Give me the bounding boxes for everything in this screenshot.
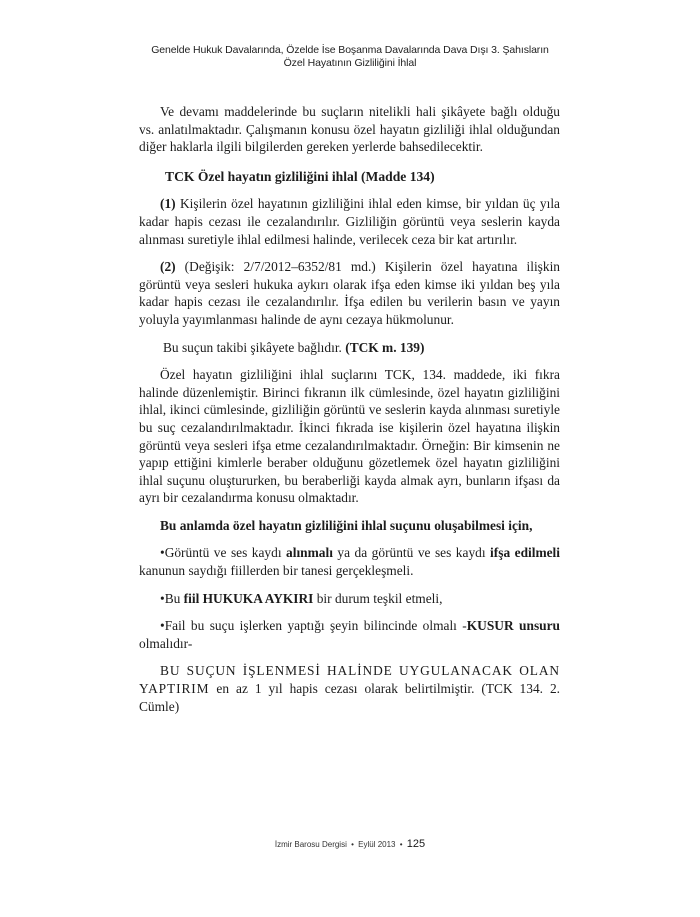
condition-3-text-end: olmalıdır- <box>139 635 193 651</box>
page-number: 125 <box>406 838 426 850</box>
sanction-paragraph <box>139 662 560 715</box>
condition-1-emphasis-a: alınmalı <box>286 545 333 561</box>
conditions-lead: Bu anlamda özel hayatın gizliliğini ihlal suçunu oluşabilmesi için, <box>160 517 533 533</box>
article-clause-1 <box>139 195 560 248</box>
condition-1-text-mid: ya da görüntü ve ses kaydı <box>332 545 491 561</box>
condition-1-text-end: kanunun saydığı fiillerden bir tanesi gerçekleşmeli. <box>139 563 414 579</box>
sanction-caps-text: BU SUÇUN İŞLENMESİ HALİNDE UYGULANACAK OLAN YAPTIRIM <box>139 663 560 697</box>
sanction-text: en az 1 yıl hapis cezası olarak belirtilmiştir. (TCK 134. 2. Cümle) <box>139 681 560 714</box>
footer-separator: • <box>351 840 354 849</box>
page-footer <box>0 838 700 850</box>
condition-3-emphasis: KUSUR unsuru <box>466 618 560 634</box>
complaint-note-text: Bu suçun takibi şikâyete bağlıdır. <box>163 339 346 355</box>
condition-item-unlawful <box>139 590 560 608</box>
running-header-line-1: Genelde Hukuk Davalarında, Özelde İse Boşanma Davalarında Dava Dışı 3. Şahısların <box>151 44 549 56</box>
complaint-note <box>139 339 560 357</box>
clause-number-2: (2) <box>160 259 176 275</box>
clause-text-1: Kişilerin özel hayatının gizliliğini ihlal eden kimse, bir yıldan üç yıla kadar hapis cezası ile cezalandırılır. Gizliliğin görüntü veya seslerin kayda alınması suretiyle ihlal edilmesi halinde, verilecek ceza bir kat artırılır. <box>139 196 560 247</box>
analysis-paragraph: Özel hayatın gizliliğini ihlal suçlarını TCK, 134. maddede, iki fıkra halinde düzenlemiştir. Birinci fıkranın ilk cümlesinde, özel hayatın gizliliğini ihlal, ikinci cümlesinde, gizliliğin görüntü ve seslerin kayda alınması suretiyle bu suç cezalandırılmaktadır. İkinci fıkrada ise kişilerin özel hayatına ilişkin görüntü veya sesleri ifşa etme cezalandırılmaktadır. Örneğin: Bir kimsenin ne yapıp ettiğini kimlerle beraber olduğunu gözetlemek özel hayatın gizliliğini ihlal suçunu oluştururken, bu beraberliği kayda almak ayrı, bunların ifşası da ayrı bir cezalandırma konusu olmaktadır. <box>139 367 560 506</box>
condition-2-emphasis: fiil HUKUKA AYKIRI <box>183 590 314 606</box>
condition-item-fault <box>139 617 560 652</box>
clause-text-2: (Değişik: 2/7/2012–6352/81 md.) Kişilerin özel hayatına ilişkin görüntü veya sesleri hukuka aykırı olarak ifşa eden kimse iki yıldan beş yıla kadar hapis cezası ile cezalandırılır. İfşa edilen bu verilerin basın ve yayın yoluyla yayımlanması halinde de aynı cezaya hükmolunur. <box>139 259 560 327</box>
intro-paragraph: Ve devamı maddelerinde bu suçların nitelikli hali şikâyete bağlı olduğu vs. anlatılmaktadır. Çalışmanın konusu özel hayatın gizliliği ihlal olduğundan diğer haklarla ilgili bilgilerden gereken yerlerde bahsedilecektir. <box>139 104 560 155</box>
running-header-line-2: Özel Hayatının Gizliliğini İhlal <box>283 57 417 69</box>
clause-number-1: (1) <box>160 196 176 212</box>
condition-2-text: •Bu <box>160 590 184 606</box>
complaint-note-reference: (TCK m. 139) <box>345 339 425 355</box>
footer-separator-2: • <box>399 840 403 849</box>
article-clause-2 <box>139 258 560 328</box>
section-heading: TCK Özel hayatın gizliliğini ihlal (Madde 134) <box>165 168 435 184</box>
condition-1-text: •Görüntü ve ses kaydı <box>160 545 287 561</box>
condition-3-text: •Fail bu suçu işlerken yaptığı şeyin bilincinde olmalı - <box>160 618 467 634</box>
running-header <box>120 44 580 70</box>
condition-2-text-end: bir durum teşkil etmeli, <box>313 590 443 606</box>
condition-1-emphasis-b: ifşa edilmeli <box>490 545 560 561</box>
page-body <box>139 103 560 725</box>
condition-item-recording <box>139 544 560 579</box>
issue-date: Eylül 2013 <box>358 840 396 849</box>
journal-name: İzmir Barosu Dergisi <box>274 840 347 849</box>
